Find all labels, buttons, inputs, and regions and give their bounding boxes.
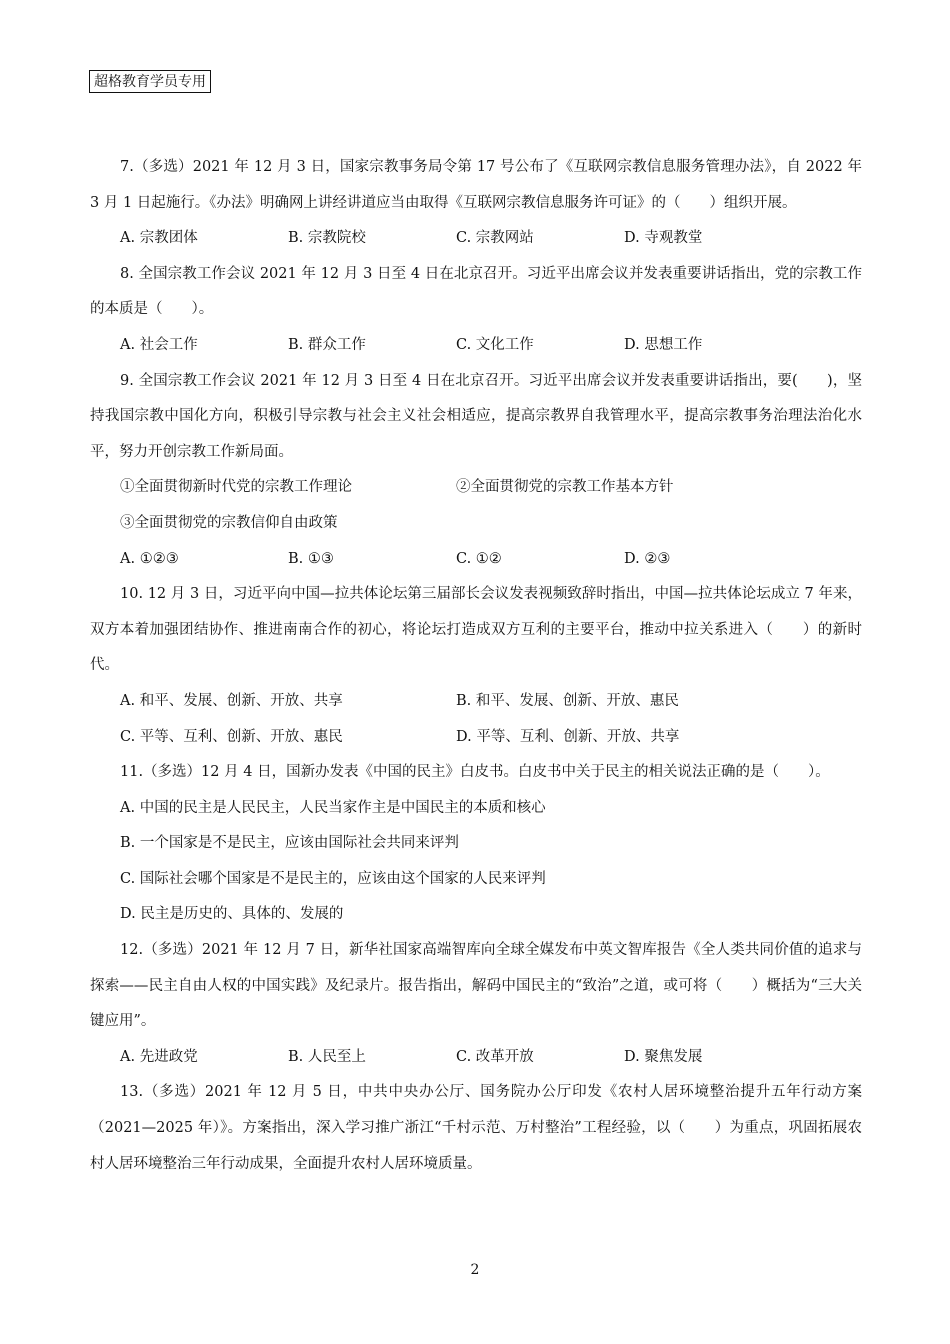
- question-9-option-d[interactable]: D. ②③: [624, 550, 671, 567]
- question-11-option-b[interactable]: B. 一个国家是不是民主，应该由国际社会共同来评判: [120, 835, 459, 852]
- question-9-statements-row-1: [90, 470, 862, 506]
- question-9-statement-1: ①全面贯彻新时代党的宗教工作理论: [120, 479, 352, 496]
- question-11-stem: 11.（多选）12 月 4 日，国新办发表《中国的民主》白皮书。白皮书中关于民主的相关说法正确的是（ ）。: [120, 764, 830, 781]
- page-number: 2: [470, 1262, 480, 1278]
- question-8-option-b[interactable]: B. 群众工作: [288, 336, 366, 353]
- question-7-option-c[interactable]: C. 宗教网站: [456, 230, 534, 247]
- question-9-stem: 9. 全国宗教工作会议 2021 年 12 月 3 日至 4 日在北京召开。习近平出席会议并发表重要讲话指出，要( )，坚持我国宗教中国化方向，积极引导宗教与社会主义社会相适应，提高宗教界自我管理水平，提高宗教事务治理法治化水平，努力开创宗教工作新局面。: [90, 372, 862, 460]
- question-10-options-row-2: [90, 720, 862, 756]
- question-7-stem: 7.（多选）2021 年 12 月 3 日，国家宗教事务局令第 17 号公布了《互联网宗教信息服务管理办法》，自 2022 年 3 月 1 日起施行。《办法》明确网上讲经讲道应当由取得《互联网宗教信息服务许可证》的（ ）组织开展。: [90, 159, 862, 211]
- header-tag: 超格教育学员专用: [89, 70, 211, 93]
- question-12-option-c[interactable]: C. 改革开放: [456, 1048, 534, 1065]
- question-7-option-d[interactable]: D. 寺观教堂: [624, 230, 703, 247]
- question-12-option-a[interactable]: A. 先进政党: [120, 1048, 198, 1065]
- question-7-option-a[interactable]: A. 宗教团体: [120, 230, 198, 247]
- question-10-option-d[interactable]: D. 平等、互利、创新、开放、共享: [456, 728, 680, 745]
- question-9-statement-3: ③全面贯彻党的宗教信仰自由政策: [120, 514, 338, 531]
- question-9-options: [90, 542, 862, 578]
- question-8-stem: 8. 全国宗教工作会议 2021 年 12 月 3 日至 4 日在北京召开。习近平出席会议并发表重要讲话指出，党的宗教工作的本质是（ ）。: [90, 265, 862, 318]
- question-9-option-c[interactable]: C. ①②: [456, 550, 502, 567]
- question-8-options: [90, 328, 862, 364]
- question-list: [90, 150, 862, 1182]
- question-9-option-b[interactable]: B. ①③: [288, 550, 334, 567]
- question-9-option-a[interactable]: A. ①②③: [120, 550, 179, 567]
- question-7-option-b[interactable]: B. 宗教院校: [288, 230, 366, 247]
- question-10-options-row-1: [90, 684, 862, 720]
- question-12-stem: 12.（多选）2021 年 12 月 7 日，新华社国家高端智库向全球全媒发布中英文智库报告《全人类共同价值的追求与探索——民主自由人权的中国实践》及纪录片。报告指出，解码中国民主的“致治”之道，或可将（ ）概括为“三大关键应用”。: [90, 942, 862, 1030]
- question-8-option-c[interactable]: C. 文化工作: [456, 336, 534, 353]
- question-7-options: [90, 221, 862, 257]
- question-11-option-d[interactable]: D. 民主是历史的、具体的、发展的: [120, 906, 344, 923]
- question-12-options: [90, 1040, 862, 1076]
- question-12-option-b[interactable]: B. 人民至上: [288, 1048, 366, 1065]
- question-12-option-d[interactable]: D. 聚焦发展: [624, 1048, 703, 1065]
- question-8-option-a[interactable]: A. 社会工作: [120, 336, 198, 353]
- question-10-option-b[interactable]: B. 和平、发展、创新、开放、惠民: [456, 692, 679, 709]
- question-10-stem: 10. 12 月 3 日，习近平向中国—拉共体论坛第三届部长会议发表视频致辞时指出，中国—拉共体论坛成立 7 年来，双方本着加强团结协作、推进南南合作的初心，将论坛打造成双方互利的主要平台，推动中拉关系进入（ ）的新时代。: [90, 586, 862, 674]
- question-11-option-a[interactable]: A. 中国的民主是人民民主，人民当家作主是中国民主的本质和核心: [120, 799, 546, 816]
- question-9-statement-2: ②全面贯彻党的宗教工作基本方针: [456, 479, 674, 496]
- question-10-option-c[interactable]: C. 平等、互利、创新、开放、惠民: [120, 728, 343, 745]
- question-8-option-d[interactable]: D. 思想工作: [624, 336, 703, 353]
- question-13-stem: 13.（多选）2021 年 12 月 5 日，中共中央办公厅、国务院办公厅印发《农村人居环境整治提升五年行动方案（2021—2025 年）》。方案指出，深入学习推广浙江“千村示范、万村整治”工程经验，以（ ）为重点，巩固拓展农村人居环境整治三年行动成果，全面提升农村人居环境质量。: [90, 1084, 862, 1172]
- question-11-option-c[interactable]: C. 国际社会哪个国家是不是民主的，应该由这个国家的人民来评判: [120, 870, 546, 887]
- question-10-option-a[interactable]: A. 和平、发展、创新、开放、共享: [120, 692, 343, 709]
